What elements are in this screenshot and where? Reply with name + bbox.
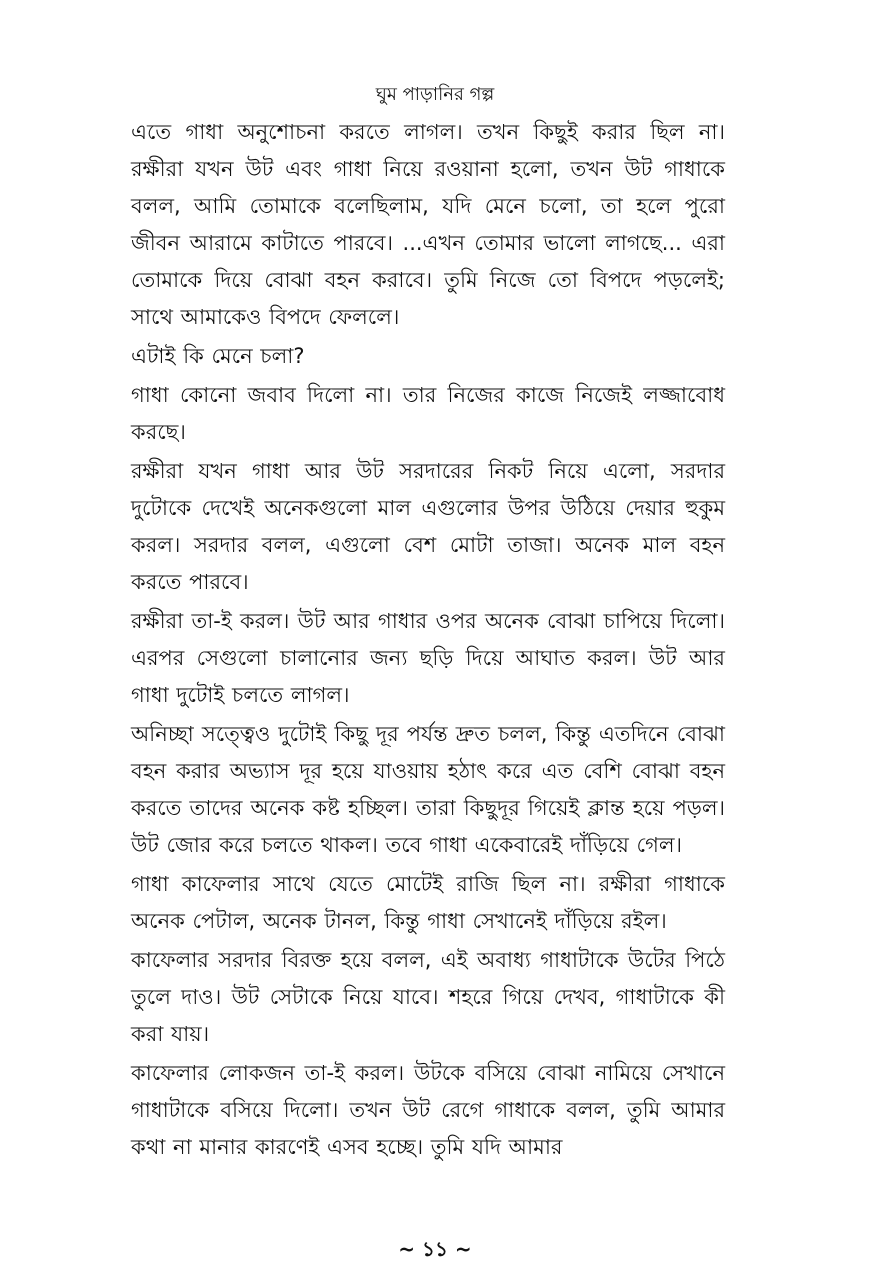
paragraph: এতে গাধা অনুশোচনা করতে লাগল। তখন কিছুই করার ছিল না। রক্ষীরা যখন উট এবং গাধা নিয়ে রওয়ানা হলো, তখন উট গাধাকে বলল, আমি তোমাকে বলেছিলাম, যদি মেনে চলো, তা হলে পুরো জীবন আরামে কাটাতে পারবে। ...এখন তোমার ভালো লাগছে... এরা তোমাকে দিয়ে বোঝা বহন করাবে। তুমি নিজে তো বিপদে পড়লেই; সাথে আমাকেও বিপদে ফেললে।	[131, 120, 725, 329]
paragraph: রক্ষীরা তা-ই করল। উট আর গাধার ওপর অনেক বোঝা চাপিয়ে দিলো। এরপর সেগুলো চালানোর জন্য ছড়ি দিয়ে আঘাত করল। উট আর গাধা দুটোই চলতে লাগল।	[131, 609, 725, 707]
story-text	[131, 114, 725, 1168]
paragraph: এটাই কি মেনে চলা?	[131, 344, 305, 368]
page-number: ~ ১১ ~	[398, 1237, 472, 1261]
paragraph: গাধা কোনো জবাব দিলো না। তার নিজের কাজে নিজেই লজ্জাবোধ করছে।	[131, 383, 725, 444]
paragraph: রক্ষীরা যখন গাধা আর উট সরদারের নিকট নিয়ে এলো, সরদার দুটোকে দেখেই অনেকগুলো মাল এগুলোর উপর উঠিয়ে দেয়ার হুকুম করল। সরদার বলল, এগুলো বেশ মোটা তাজা। অনেক মাল বহন করতে পারবে।	[131, 459, 725, 594]
paragraph: গাধা কাফেলার সাথে যেতে মোটেই রাজি ছিল না। রক্ষীরা গাধাকে অনেক পেটাল, অনেক টানল, কিন্তু গাধা সেখানেই দাঁড়িয়ে রইল।	[131, 872, 725, 933]
paragraph: কাফেলার সরদার বিরক্ত হয়ে বলল, এই অবাধ্য গাধাটাকে উটের পিঠে তুলে দাও। উট সেটাকে নিয়ে যাবে। শহরে গিয়ে দেখব, গাধাটাকে কী করা যায়।	[131, 948, 725, 1046]
paragraph: অনিচ্ছা সত্ত্বেও দুটোই কিছু দূর পর্যন্ত দ্রুত চলল, কিন্তু এতদিনে বোঝা বহন করার অভ্যাস দূর হয়ে যাওয়ায় হঠাৎ করে এত বেশি বোঝা বহন করতে তাদের অনেক কষ্ট হচ্ছিল। তারা কিছুদূর গিয়েই ক্লান্ত হয়ে পড়ল। উট জোর করে চলতে থাকল। তবে গাধা একেবারেই দাঁড়িয়ে গেল।	[131, 722, 725, 857]
running-title: ঘুম পাড়ানির গল্প	[375, 84, 495, 105]
paragraph: কাফেলার লোকজন তা-ই করল। উটকে বসিয়ে বোঝা নামিয়ে সেখানে গাধাটাকে বসিয়ে দিলো। তখন উট রেগে গাধাকে বলল, তুমি আমার কথা না মানার কারণেই এসব হচ্ছে। তুমি যদি আমার	[131, 1061, 725, 1159]
